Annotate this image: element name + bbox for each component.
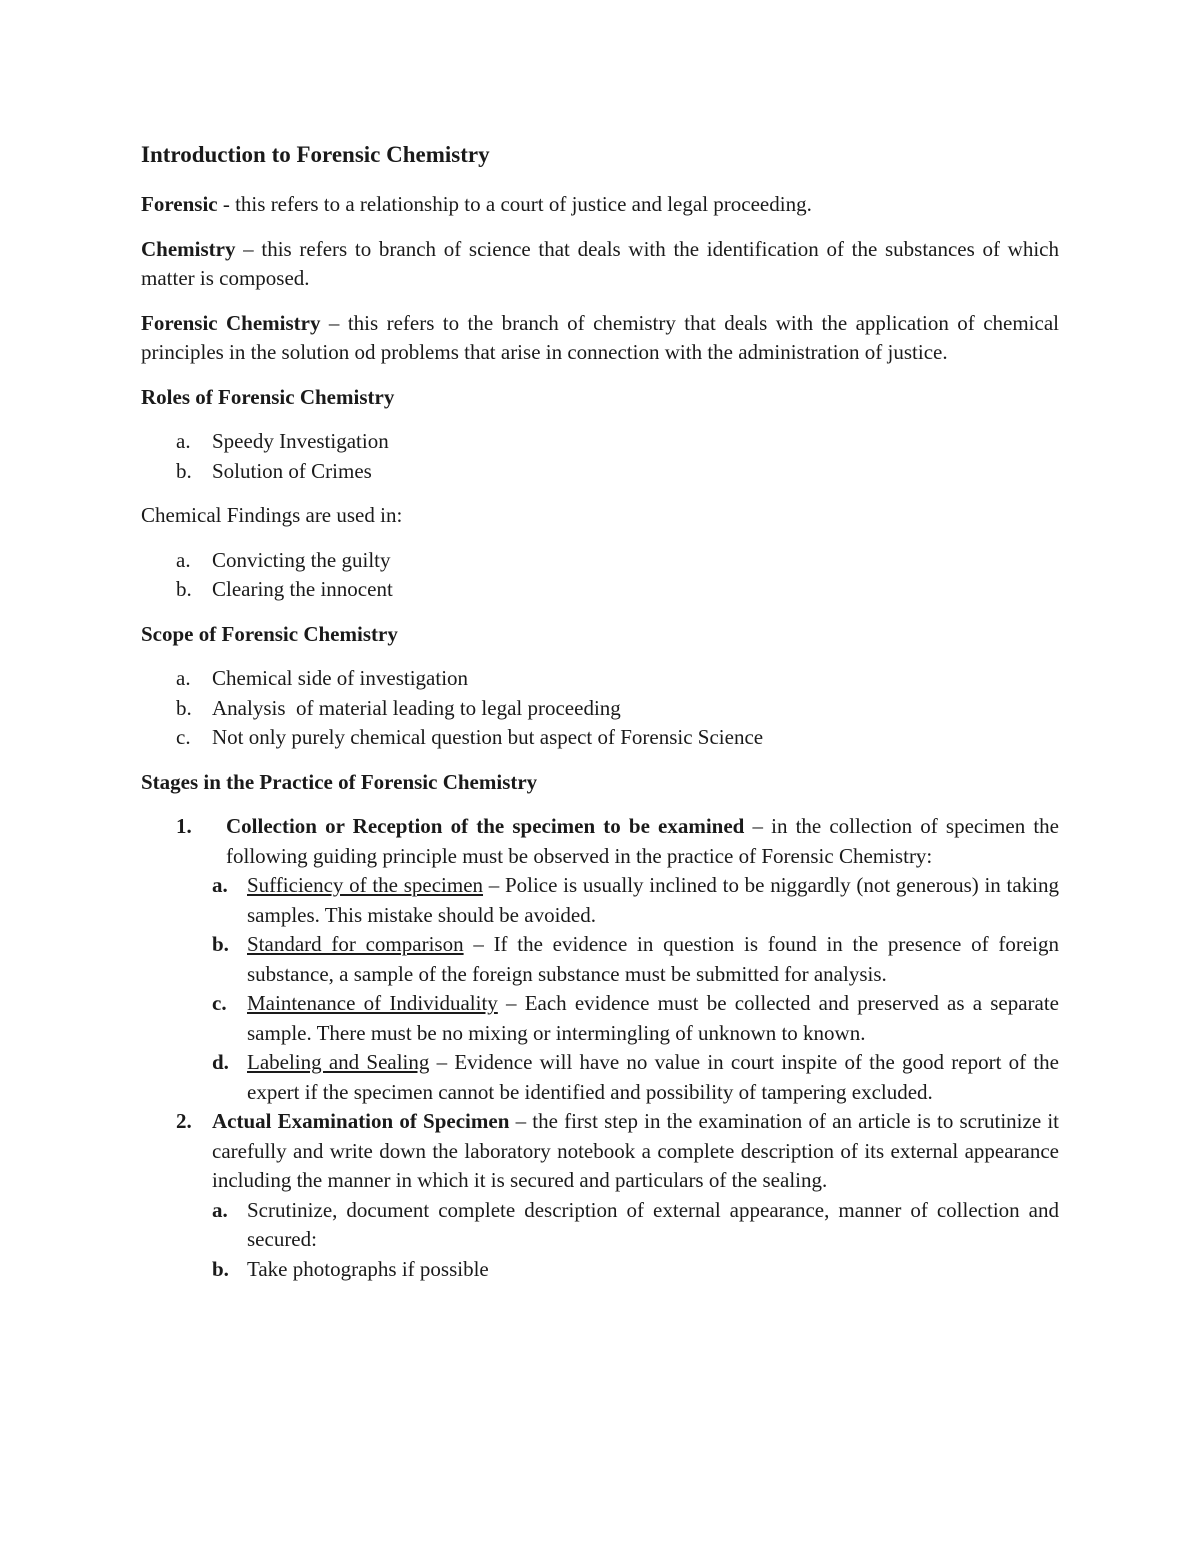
list-item-text: Analysis of material leading to legal proceeding [212,695,621,720]
list-item [141,664,1059,694]
sub-marker: d. [212,1050,229,1074]
stage-paragraph [212,812,1059,871]
sub-text: Scrutinize, document complete description of external appearance, manner of collection and secured: [247,1197,1059,1251]
roles-list [141,427,1059,486]
sub-marker: c. [212,991,227,1015]
scope-heading: Scope of Forensic Chemistry [141,621,398,646]
list-item [141,694,1059,724]
list-item-text: Clearing the innocent [212,577,393,601]
stage-text: – in the collection of specimen the following guiding principle must be observed in the practice of Forensic Chemistry: [226,814,1059,868]
stage-number: 2. [176,1109,192,1133]
roles-heading: Roles of Forensic Chemistry [141,384,395,409]
findings-intro: Chemical Findings are used in: [141,503,403,527]
stage-sub-list [212,871,1059,1107]
definition-chemistry [141,235,1059,294]
sub-list-item [212,1255,1059,1285]
stages-heading: Stages in the Practice of Forensic Chemistry [141,769,538,794]
list-marker: a. [176,666,191,690]
sub-list-item [212,1048,1059,1107]
sub-list-item [212,1196,1059,1255]
list-item [141,427,1059,457]
list-item-text: Chemical side of investigation [212,666,469,690]
stage-number: 1. [176,814,192,838]
sub-term: Sufficiency of the specimen [247,873,484,897]
list-item [141,723,1059,753]
sub-marker: b. [212,932,229,956]
stage-item [141,1107,1059,1284]
list-item [141,457,1059,487]
definition-forensic-chemistry [141,309,1059,368]
definition-forensic [141,190,1059,220]
stage-text: – the first step in the examination of an article is to scrutinize it carefully and write down the laboratory notebook a complete description of its external appearance including the manner in which it is secured and particulars of the sealing. [212,1109,1059,1192]
findings-list [141,546,1059,605]
sub-marker: b. [212,1256,229,1281]
list-item [141,546,1059,576]
definition-text: – this refers to branch of science that deals with the identification of the substances of which matter is composed. [141,236,1059,290]
definition-term: Chemistry [141,236,236,261]
list-item-text: Speedy Investigation [212,429,389,453]
list-marker: c. [176,725,191,749]
stage-item [141,812,1059,1107]
sub-term: Labeling and Sealing [247,1050,430,1074]
list-marker: b. [176,577,192,601]
sub-text: – Evidence will have no value in court inspite of the good report of the expert if the specimen cannot be identified and possibility of tampering excluded. [247,1050,1059,1104]
sub-text: Take photographs if possible [247,1256,489,1281]
stages-list [141,812,1059,1284]
list-item-text: Solution of Crimes [212,458,372,483]
scope-list [141,664,1059,753]
definition-text: - this refers to a relationship to a court of justice and legal proceeding. [217,192,812,216]
sub-text: – If the evidence in question is found in the presence of foreign substance, a sample of the foreign substance must be submitted for analysis. [247,932,1059,986]
sub-list-item [212,989,1059,1048]
sub-text: – Police is usually inclined to be niggardly (not generous) in taking samples. This mistake should be avoided. [247,873,1059,927]
list-marker: a. [176,429,191,453]
document-title: Introduction to Forensic Chemistry [141,142,490,167]
document-page [141,140,1059,1284]
sub-text: – Each evidence must be collected and preserved as a separate sample. There must be no mixing or intermingling of unknown to known. [247,991,1059,1045]
sub-marker: a. [212,873,228,897]
sub-term: Standard for comparison [247,932,464,956]
definition-text: – this refers to the branch of chemistry that deals with the application of chemical principles in the solution od problems that arise in connection with the administration of justice. [141,310,1059,364]
list-marker: a. [176,547,191,572]
list-marker: b. [176,695,192,720]
definition-term: Forensic [141,192,218,216]
list-item-text: Convicting the guilty [212,547,391,572]
list-item [141,575,1059,605]
list-marker: b. [176,458,192,483]
sub-list-item [212,871,1059,930]
stage-title: Actual Examination of Specimen [212,1109,510,1133]
sub-marker: a. [212,1197,228,1222]
sub-list-item [212,930,1059,989]
list-item-text: Not only purely chemical question but aspect of Forensic Science [212,725,764,749]
stage-sub-list [212,1196,1059,1285]
sub-term: Maintenance of Individuality [247,991,498,1015]
stage-paragraph [212,1107,1059,1196]
definition-term: Forensic Chemistry [141,310,321,335]
stage-title: Collection or Reception of the specimen to be examined [226,814,745,838]
